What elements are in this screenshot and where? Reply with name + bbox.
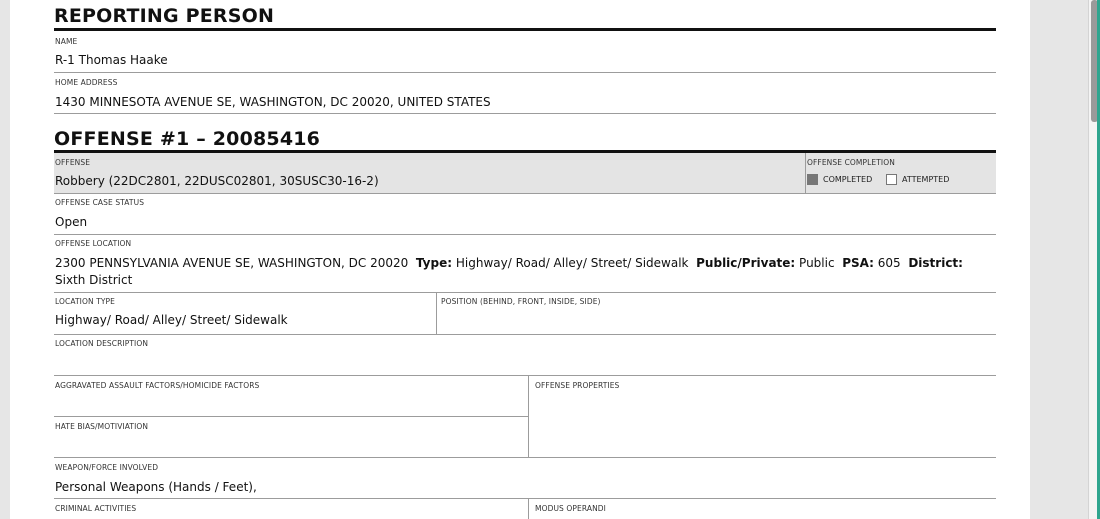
public-private-key: Public/Private:: [696, 256, 796, 270]
case-status-value: Open: [55, 215, 88, 229]
divider: [54, 457, 996, 458]
location-address: 2300 PENNSYLVANIA AVENUE SE, WASHINGTON, DC 20020: [55, 256, 409, 270]
offense-location-label: OFFENSE LOCATION: [55, 239, 132, 248]
attempted-checkbox: [886, 174, 897, 185]
divider: [54, 498, 996, 499]
divider: [436, 292, 437, 334]
type-value: Highway/ Road/ Alley/ Street/ Sidewalk: [455, 256, 689, 270]
divider: [54, 375, 996, 376]
divider: [805, 153, 806, 193]
psa-key: PSA:: [842, 256, 874, 270]
district-key: District:: [908, 256, 963, 270]
district-value: Sixth District: [55, 273, 133, 287]
position-label: POSITION (BEHIND, FRONT, INSIDE, SIDE): [441, 297, 601, 306]
home-address-label: HOME ADDRESS: [55, 78, 118, 87]
modus-operandi-label: MODUS OPERANDI: [535, 504, 606, 513]
divider: [528, 375, 529, 457]
public-private-value: Public: [799, 256, 835, 270]
name-label: NAME: [55, 37, 78, 46]
offense-label: OFFENSE: [55, 158, 91, 167]
reporting-person-title: REPORTING PERSON: [54, 5, 275, 27]
report-page: [10, 0, 1030, 519]
divider: [54, 234, 996, 235]
divider: [528, 498, 529, 519]
type-key: Type:: [415, 256, 453, 270]
offense-value: Robbery (22DC2801, 22DUSC02801, 30SUSC30-16-2): [55, 174, 379, 188]
location-description-label: LOCATION DESCRIPTION: [55, 339, 149, 348]
section-rule: [54, 28, 996, 31]
offense-properties-label: OFFENSE PROPERTIES: [535, 381, 620, 390]
weapon-label: WEAPON/FORCE INVOLVED: [55, 463, 159, 472]
divider: [54, 193, 996, 194]
divider: [54, 334, 996, 335]
divider: [54, 416, 528, 417]
criminal-activities-label: CRIMINAL ACTIVITIES: [55, 504, 137, 513]
offense-completion-label: OFFENSE COMPLETION: [807, 158, 895, 167]
divider: [54, 292, 996, 293]
weapon-value: Personal Weapons (Hands / Feet),: [55, 480, 257, 494]
hate-bias-label: HATE BIAS/MOTIVIATION: [55, 422, 149, 431]
divider: [54, 72, 996, 73]
divider: [54, 113, 996, 114]
offense-location-line: [55, 256, 963, 270]
home-address: 1430 MINNESOTA AVENUE SE, WASHINGTON, DC 20020, UNITED STATES: [55, 95, 491, 109]
case-status-label: OFFENSE CASE STATUS: [55, 198, 145, 207]
attempted-label: ATTEMPTED: [902, 175, 950, 184]
aggravated-label: AGGRAVATED ASSAULT FACTORS/HOMICIDE FACTORS: [55, 381, 260, 390]
completed-checkbox: [807, 174, 818, 185]
location-type-value: Highway/ Road/ Alley/ Street/ Sidewalk: [55, 313, 288, 327]
psa-value: 605: [877, 256, 901, 270]
reporting-person-name: R-1 Thomas Haake: [55, 53, 168, 67]
offense-title: OFFENSE #1 – 20085416: [54, 128, 321, 150]
completed-label: COMPLETED: [823, 175, 873, 184]
location-type-label: LOCATION TYPE: [55, 297, 116, 306]
